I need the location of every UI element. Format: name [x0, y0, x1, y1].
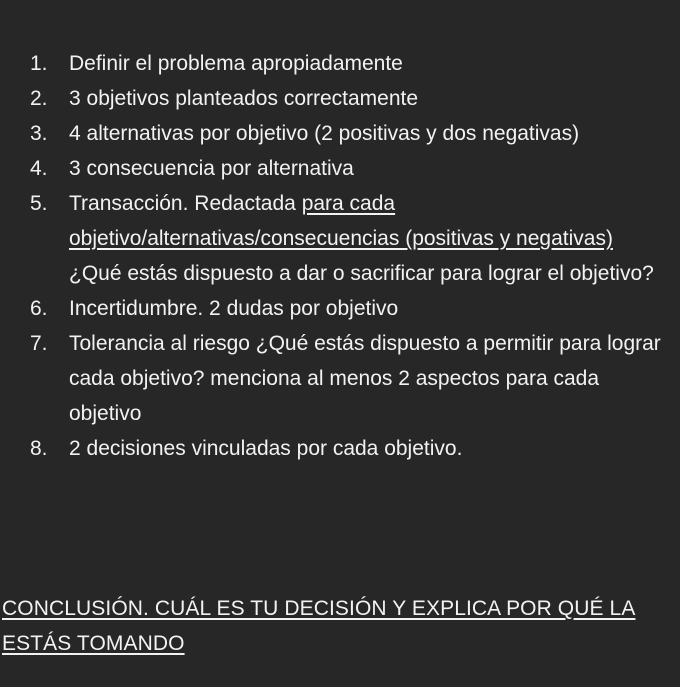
- list-item-8: [30, 431, 670, 466]
- item-number: 6.: [30, 297, 48, 320]
- requirements-list: [30, 46, 670, 466]
- item-number: 2.: [30, 87, 48, 110]
- list-item-7: [30, 326, 670, 431]
- item-text: 2 decisiones vinculadas por cada objetivo.: [69, 437, 463, 460]
- item-text: 4 alternativas por objetivo (2 positivas y dos negativas): [69, 122, 580, 145]
- item-number: 4.: [30, 157, 48, 180]
- list-item-1: [30, 46, 670, 81]
- item-text: Incertidumbre. 2 dudas por objetivo: [69, 297, 399, 320]
- item-text: 3 objetivos planteados correctamente: [69, 87, 419, 110]
- item-text-end: ¿Qué estás dispuesto a dar o sacrificar para lograr el objetivo?: [69, 262, 654, 285]
- item-text-underlined: para cada objetivo/alternativas/consecuencias (positivas y negativas): [69, 192, 613, 250]
- list-item-2: [30, 81, 670, 116]
- item-number: 7.: [30, 332, 48, 355]
- list-item-4: [30, 151, 670, 186]
- item-number: 3.: [30, 122, 48, 145]
- item-text-start: Transacción. Redactada: [69, 192, 302, 215]
- item-text: Definir el problema apropiadamente: [69, 52, 403, 75]
- item-number: 1.: [30, 52, 48, 75]
- list-item-5: [30, 186, 670, 291]
- list-item-6: [30, 291, 670, 326]
- list-item-3: [30, 116, 670, 151]
- item-text: [69, 186, 670, 291]
- conclusion-heading: CONCLUSIÓN. CUÁL ES TU DECISIÓN Y EXPLICA POR QUÉ LA ESTÁS TOMANDO: [2, 597, 636, 655]
- item-text: 3 consecuencia por alternativa: [69, 157, 354, 180]
- item-text: Tolerancia al riesgo ¿Qué estás dispuesto a permitir para lograr cada objetivo? menciona al menos 2 aspectos para cada objetivo: [69, 332, 661, 425]
- item-number: 8.: [30, 437, 48, 460]
- item-number: 5.: [30, 192, 48, 215]
